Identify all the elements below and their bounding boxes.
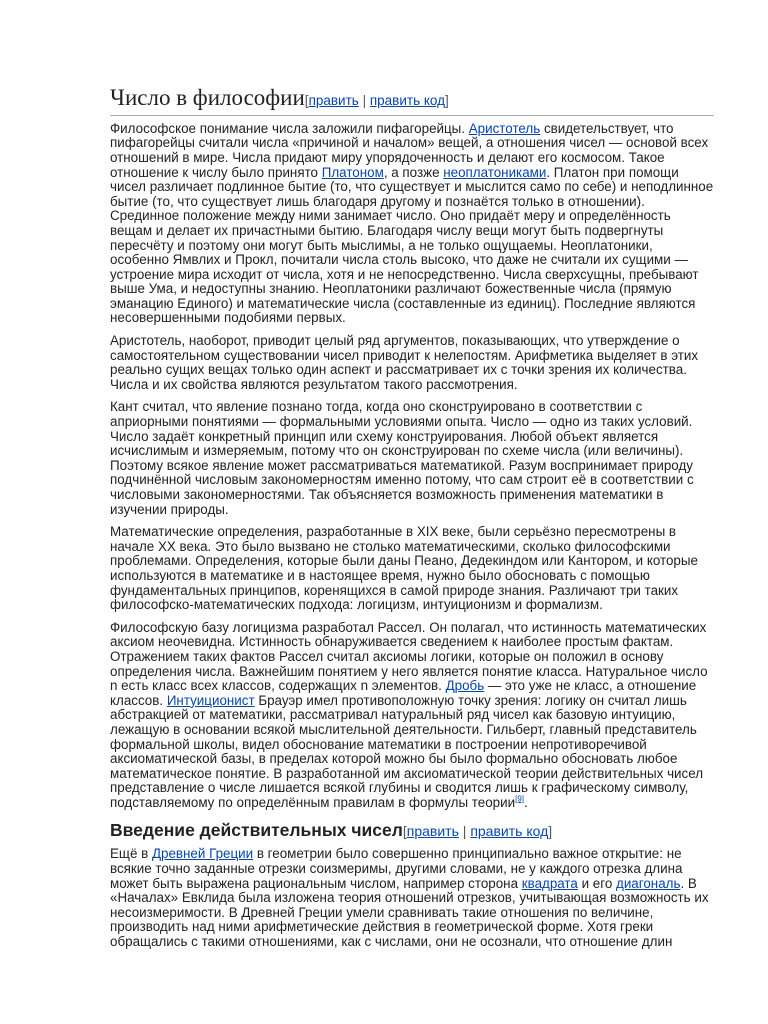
section-title: Введение действительных чисел — [110, 820, 403, 841]
link-ancient-greece[interactable]: Древней Греции — [151, 846, 254, 862]
article-content — [110, 84, 714, 958]
edit-section-links: [править | править код] — [304, 93, 449, 108]
paragraph-definitions: Математические определения, разработанные в XIX веке, были серьёзно пересмотрены в начале XX века. Это было вызвано не столько математическими, сколько философскими проблемами. Определения, которые были даны Пеано, Дедекиндом или Кантором, и которые используются в математике и в настоящее время, нужно было обосновать с помощью фундаментальных принципов, коренящихся в самой природе знания. Различают три таких философско-математических подхода: логицизм, интуиционизм и формализм. — [110, 524, 698, 613]
edit-source-link[interactable]: править код — [470, 823, 549, 840]
paragraph-aristotle: Аристотель, наоборот, приводит целый ряд аргументов, показывающих, что утверждение о самостоятельном существовании чисел приводит к нелепостям. Арифметика выделяет в этих реально сущих вещах только один аспект и рассматривает их с точки зрения их количества. Числа и их свойства являются результатом такого рассмотрения. — [110, 333, 699, 392]
section-heading-number-in-philosophy — [110, 84, 714, 116]
paragraph-kant: Кант считал, что явление познано тогда, когда оно сконструировано в соответствии с априорными понятиями — формальными условиями опыта. Число — одно из таких условий. Число задаёт конкретный принцип или схему конструирования. Любой объект является исчислимым и измеряемым, потому что он сконструирован по схеме числа (или величины). Поэтому всякое явление может рассматриваться математикой. Разум воспринимает природу подчинённой числовым закономерностям именно потому, что сам строит её в соответствии с числовыми закономерностями. Так объясняется возможность применения математики в изучении природы. — [110, 399, 694, 517]
edit-link[interactable]: править — [308, 93, 359, 108]
edit-link[interactable]: править — [406, 823, 459, 840]
reference-link[interactable]: [9] — [515, 794, 524, 804]
paragraph-logicism: Философскую базу логицизма разработал Рассел. Он полагал, что истинность математических аксиом неочевидна. Истинность обнаруживается сведением к наиболее простым фактам. Отражением таких фактов Рассел считал аксиомы логики, которые он положил в основу определения числа. Важнейшим понятием у него является понятие класса. Натуральное число n есть класс всех классов, содержащих n элементов. Дробь — это уже не класс, а отношение классов. Интуиционист Брауэр имел противоположную точку зрения: логику он считал лишь абстракцией от математики, рассматривал натуральный ряд чисел как базовую интуицию, лежащую в основании всякой мыслительной деятельности. Гильберт, главный представитель формальной школы, видел обоснование математики в построении непротиворечивой аксиоматической базы, в пределах которой можно бы было формально обосновать любое математическое понятие. В разработанной им аксиоматической теории действительных чисел представление о числе лишается всякой глубины и сводится лишь к графическому символу, подставляемому по определённым правилам в формулы теории[9]. — [110, 619, 708, 810]
section-title: Число в философии — [110, 85, 305, 110]
link-fraction[interactable]: Дробь — [445, 678, 485, 694]
edit-section-links: [править | править код] — [402, 823, 553, 840]
paragraph-pythagoreans: Философское понимание числа заложили пифагорейцы. Аристотель свидетельствует, что пифагорейцы считали числа «причиной и началом» вещей, а отношения чисел — основой всех отношений в мире. Числа придают миру упорядоченность и делают его космосом. Такое отношение к числу было принято Платоном, а позже неоплатониками. Платон при помощи чисел различает подлинное бытие (то, что существует и мыслится само по себе) и неподлинное бытие (то, что существует лишь благодаря другому и познаётся только в отношении). Срединное положение между ними занимает число. Оно придаёт меру и определённость вещам и делает их причастными бытию. Благодаря числу вещи могут быть подвергнуты пересчёту и поэтому они могут быть мыслимы, а не только ощущаемы. Неоплатоники, особенно Ямвлих и Прокл, почитали числа столь высоко, что даже не считали их сущими — устроение мира исходит от числа, хотя и не непосредственно. Числа сверхсущны, пребывают выше Ума, и недоступны знанию. Неоплатоники различают божественные числа (прямую эманацию Единого) и математические числа (составленные из единиц). Последние являются несовершенными подобиями первых. — [110, 120, 714, 326]
link-square[interactable]: квадрата — [521, 875, 578, 891]
link-neoplatonists[interactable]: неоплатониками — [443, 164, 547, 180]
link-plato[interactable]: Платоном — [321, 164, 384, 180]
edit-source-link[interactable]: править код — [369, 93, 445, 108]
link-diagonal[interactable]: диагональ — [616, 875, 681, 891]
section-heading-real-numbers — [110, 820, 714, 841]
link-aristotle[interactable]: Аристотель — [468, 120, 541, 136]
link-intuitionist[interactable]: Интуиционист — [166, 692, 255, 708]
paragraph-ancient-greece: Ещё в Древней Греции в геометрии было совершенно принципиально важное открытие: не всякие точно заданные отрезки соизмеримы, другими словами, не у каждого отрезка длина может быть выражена рациональным числом, например сторона квадрата и его диагональ. В «Началах» Евклида была изложена теория отношений отрезков, учитывающая возможность их несоизмеримости. В Древней Греции умели сравнивать такие отношения по величине, производить над ними арифметические действия в геометрической форме. Хотя греки обращались с такими отношениями, как с числами, они не осознали, что отношение длин — [110, 846, 709, 950]
